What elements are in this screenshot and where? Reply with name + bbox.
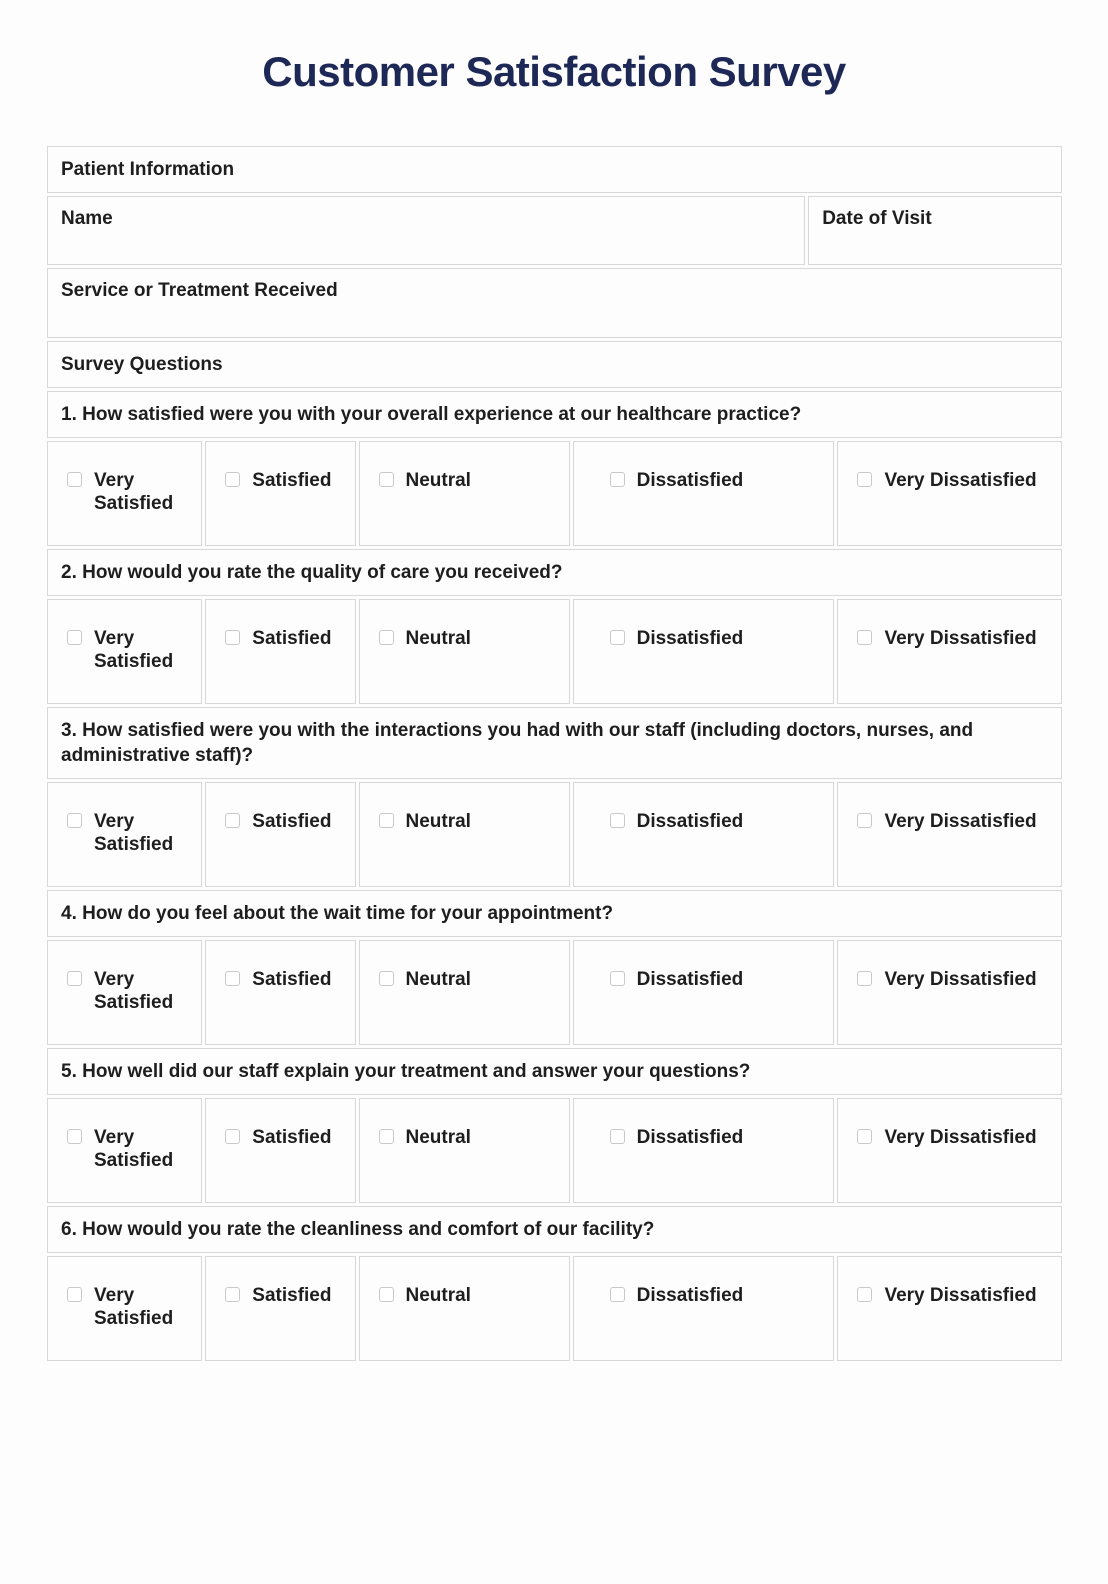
question-row xyxy=(47,890,1062,937)
q2-option-very-satisfied[interactable] xyxy=(47,599,202,704)
option-label: Very Dissatisfied xyxy=(884,811,1037,833)
option-checkbox[interactable] xyxy=(857,630,872,645)
q2-option-neutral[interactable] xyxy=(359,599,570,704)
q5-option-very-satisfied[interactable] xyxy=(47,1098,202,1203)
option-label: Satisfied xyxy=(252,1127,332,1149)
q3-option-satisfied[interactable] xyxy=(205,782,355,887)
date-of-visit-field-cell[interactable] xyxy=(808,196,1062,265)
q1-option-very-satisfied[interactable] xyxy=(47,441,202,546)
q5-option-very-dissatisfied[interactable] xyxy=(837,1098,1062,1203)
option-label: Very Satisfied xyxy=(94,1127,174,1172)
q2-option-very-dissatisfied[interactable] xyxy=(837,599,1062,704)
service-field-cell[interactable] xyxy=(47,268,1062,338)
option-checkbox[interactable] xyxy=(379,1129,394,1144)
option-row xyxy=(47,441,1062,546)
page-title: Customer Satisfaction Survey xyxy=(262,48,846,95)
option-label: Very Dissatisfied xyxy=(884,628,1037,650)
option-label: Satisfied xyxy=(252,1285,332,1307)
q4-option-dissatisfied[interactable] xyxy=(573,940,835,1045)
option-label: Neutral xyxy=(405,1285,471,1307)
option-label: Very Satisfied xyxy=(94,1285,174,1330)
question-row xyxy=(47,1048,1062,1095)
q3-option-neutral[interactable] xyxy=(359,782,570,887)
question-row xyxy=(47,707,1062,779)
q1-option-very-dissatisfied[interactable] xyxy=(837,441,1062,546)
patient-info-section-header xyxy=(47,146,1062,193)
q4-option-neutral[interactable] xyxy=(359,940,570,1045)
option-label: Neutral xyxy=(405,470,471,492)
option-checkbox[interactable] xyxy=(225,1129,240,1144)
q3-option-very-dissatisfied[interactable] xyxy=(837,782,1062,887)
option-label: Very Satisfied xyxy=(94,811,174,856)
q6-option-neutral[interactable] xyxy=(359,1256,570,1361)
q6-option-very-dissatisfied[interactable] xyxy=(837,1256,1062,1361)
option-label: Very Dissatisfied xyxy=(884,470,1037,492)
option-label: Neutral xyxy=(405,1127,471,1149)
option-label: Very Dissatisfied xyxy=(884,1127,1037,1149)
name-label: Name xyxy=(61,208,113,230)
option-checkbox[interactable] xyxy=(225,813,240,828)
option-checkbox[interactable] xyxy=(67,813,82,828)
option-label: Very Dissatisfied xyxy=(884,1285,1037,1307)
option-checkbox[interactable] xyxy=(67,971,82,986)
option-checkbox[interactable] xyxy=(610,813,625,828)
q4-option-very-satisfied[interactable] xyxy=(47,940,202,1045)
survey-form xyxy=(47,146,1062,1361)
option-checkbox[interactable] xyxy=(610,1129,625,1144)
option-checkbox[interactable] xyxy=(67,1287,82,1302)
option-checkbox[interactable] xyxy=(610,971,625,986)
option-label: Very Satisfied xyxy=(94,969,174,1014)
option-label: Dissatisfied xyxy=(636,1127,744,1149)
q2-option-dissatisfied[interactable] xyxy=(573,599,835,704)
option-label: Very Satisfied xyxy=(94,470,174,515)
survey-questions-section-header xyxy=(47,341,1062,388)
option-row xyxy=(47,1098,1062,1203)
option-checkbox[interactable] xyxy=(857,971,872,986)
q4-option-satisfied[interactable] xyxy=(205,940,355,1045)
q2-option-satisfied[interactable] xyxy=(205,599,355,704)
option-checkbox[interactable] xyxy=(857,1287,872,1302)
option-label: Neutral xyxy=(405,811,471,833)
option-checkbox[interactable] xyxy=(610,1287,625,1302)
survey-questions-header-row xyxy=(47,341,1062,388)
option-row xyxy=(47,1256,1062,1361)
questions-container xyxy=(47,391,1062,1361)
option-row xyxy=(47,940,1062,1045)
option-label: Satisfied xyxy=(252,470,332,492)
option-checkbox[interactable] xyxy=(379,630,394,645)
question-1-text: 1. How satisfied were you with your overall experience at our healthcare practice? xyxy=(47,391,1062,438)
q6-option-very-satisfied[interactable] xyxy=(47,1256,202,1361)
option-label: Satisfied xyxy=(252,811,332,833)
option-checkbox[interactable] xyxy=(610,630,625,645)
option-label: Dissatisfied xyxy=(636,628,744,650)
option-checkbox[interactable] xyxy=(379,971,394,986)
question-2-text: 2. How would you rate the quality of care you received? xyxy=(47,549,1062,596)
question-row xyxy=(47,1206,1062,1253)
q5-option-dissatisfied[interactable] xyxy=(573,1098,835,1203)
option-checkbox[interactable] xyxy=(379,472,394,487)
option-checkbox[interactable] xyxy=(67,630,82,645)
survey-questions-section-label: Survey Questions xyxy=(61,354,223,376)
date-of-visit-label: Date of Visit xyxy=(822,208,932,230)
option-checkbox[interactable] xyxy=(67,472,82,487)
option-label: Neutral xyxy=(405,969,471,991)
q5-option-neutral[interactable] xyxy=(359,1098,570,1203)
option-checkbox[interactable] xyxy=(379,1287,394,1302)
question-row xyxy=(47,549,1062,596)
option-label: Dissatisfied xyxy=(636,811,744,833)
option-label: Dissatisfied xyxy=(636,969,744,991)
question-3-text: 3. How satisfied were you with the interactions you had with our staff (including doctors, nurses, and administrative staff)? xyxy=(47,707,1062,779)
q1-option-dissatisfied[interactable] xyxy=(573,441,835,546)
option-checkbox[interactable] xyxy=(610,472,625,487)
q6-option-dissatisfied[interactable] xyxy=(573,1256,835,1361)
option-checkbox[interactable] xyxy=(225,472,240,487)
q1-option-neutral[interactable] xyxy=(359,441,570,546)
option-checkbox[interactable] xyxy=(857,813,872,828)
question-5-text: 5. How well did our staff explain your treatment and answer your questions? xyxy=(47,1048,1062,1095)
patient-info-header-row xyxy=(47,146,1062,193)
option-label: Very Dissatisfied xyxy=(884,969,1037,991)
q5-option-satisfied[interactable] xyxy=(205,1098,355,1203)
name-field-cell[interactable] xyxy=(47,196,805,265)
option-row xyxy=(47,782,1062,887)
q1-option-satisfied[interactable] xyxy=(205,441,355,546)
option-checkbox[interactable] xyxy=(857,472,872,487)
q3-option-very-satisfied[interactable] xyxy=(47,782,202,887)
q6-option-satisfied[interactable] xyxy=(205,1256,355,1361)
option-label: Dissatisfied xyxy=(636,470,744,492)
option-checkbox[interactable] xyxy=(225,1287,240,1302)
option-checkbox[interactable] xyxy=(379,813,394,828)
service-label: Service or Treatment Received xyxy=(61,280,338,302)
q3-option-dissatisfied[interactable] xyxy=(573,782,835,887)
option-checkbox[interactable] xyxy=(857,1129,872,1144)
option-checkbox[interactable] xyxy=(225,630,240,645)
q4-option-very-dissatisfied[interactable] xyxy=(837,940,1062,1045)
name-date-row xyxy=(47,196,1062,265)
option-label: Satisfied xyxy=(252,628,332,650)
option-checkbox[interactable] xyxy=(225,971,240,986)
option-label: Dissatisfied xyxy=(636,1285,744,1307)
question-4-text: 4. How do you feel about the wait time for your appointment? xyxy=(47,890,1062,937)
option-label: Satisfied xyxy=(252,969,332,991)
question-row xyxy=(47,391,1062,438)
patient-info-section-label: Patient Information xyxy=(61,159,235,181)
option-checkbox[interactable] xyxy=(67,1129,82,1144)
option-row xyxy=(47,599,1062,704)
service-row xyxy=(47,268,1062,338)
option-label: Neutral xyxy=(405,628,471,650)
question-6-text: 6. How would you rate the cleanliness and comfort of our facility? xyxy=(47,1206,1062,1253)
option-label: Very Satisfied xyxy=(94,628,174,673)
